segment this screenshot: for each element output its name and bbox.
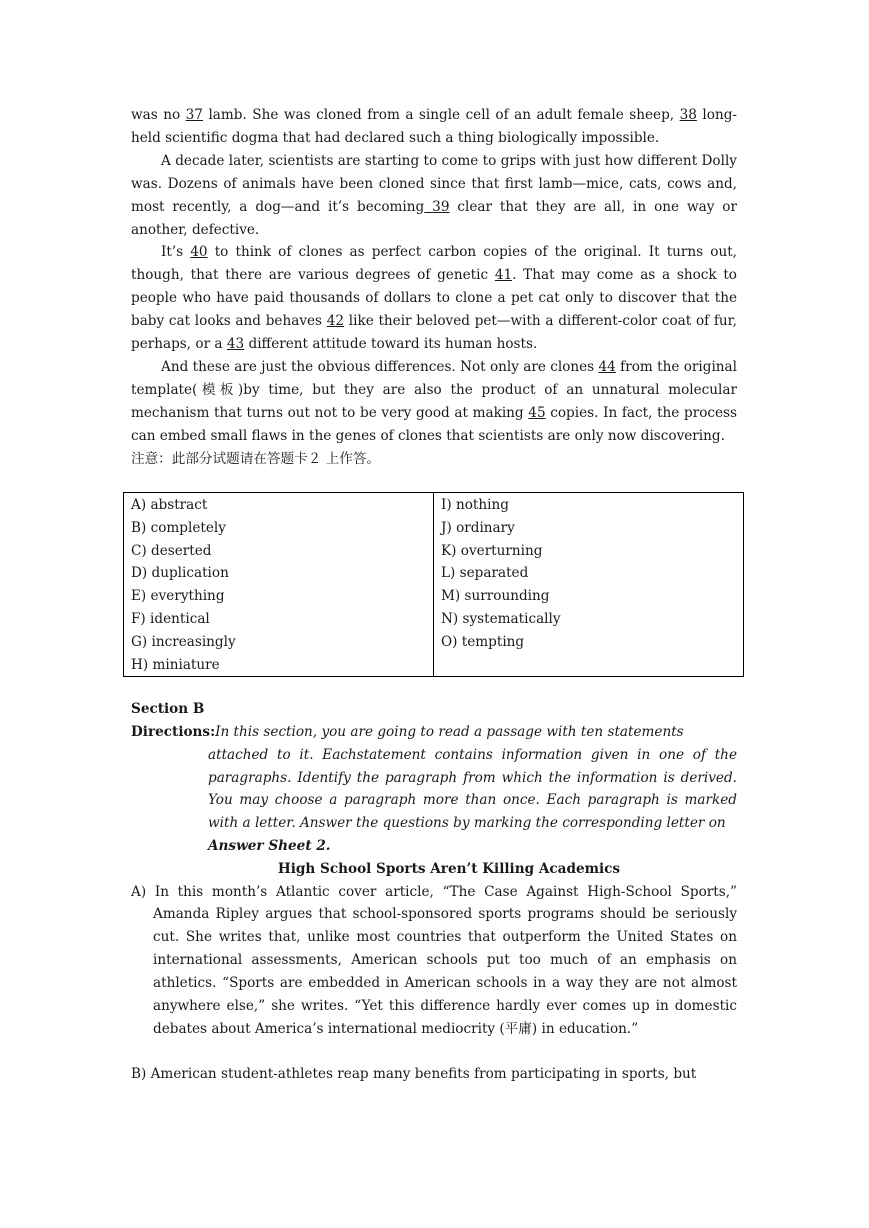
blank-39: 39: [424, 198, 450, 215]
word-bank-left-column: [124, 493, 434, 677]
blank-37: 37: [185, 107, 203, 123]
directions-continued: [131, 744, 737, 858]
word-option: B) completely: [131, 519, 226, 536]
word-option: H) miniature: [131, 656, 220, 673]
section-b: [131, 698, 737, 1086]
word-option: K) overturning: [441, 542, 543, 559]
word-option: F) identical: [131, 610, 210, 627]
directions-label: Directions:: [131, 724, 216, 740]
paragraph-b: B) American student-athletes reap many benefits from participating in sports, but: [131, 1065, 697, 1082]
blank-40: 40: [190, 244, 208, 261]
passage-paragraph-4: And these are just the obvious differences. Not only are clones 44 from the original template(模板)by time, but they are also the product of an unnatural molecular mechanism that turns out not to be very good at making 45 copies. In fact, the process can embed small flaws in the genes of clones that scientists are only now discovering.: [131, 358, 737, 444]
word-option: I) nothing: [441, 497, 509, 513]
word-option: E) everything: [131, 588, 225, 605]
section-b-label: Section B: [131, 701, 205, 717]
word-option: O) tempting: [441, 633, 525, 650]
article-title: High School Sports Aren’t Killing Academics: [277, 860, 621, 877]
blank-41: 41: [494, 267, 513, 284]
passage-paragraph-1: was no 37 lamb. She was cloned from a single cell of an adult female sheep, 38 long-held scientific dogma that had declared such a thing biologically impossible.: [131, 107, 737, 146]
passage-paragraph-3: It’s 40 to think of clones as perfect carbon copies of the original. It turns out, though, that there are various degrees of genetic 41. That may come as a shock to people who have paid thousands of dollars to clone a pet cat only to discover that the baby cat looks and behaves 42 like their beloved pet—with a different-color coat of fur, perhaps, or a 43 different attitude toward its human hosts.: [131, 244, 737, 353]
word-option: L) separated: [441, 565, 529, 582]
word-option: D) duplication: [131, 565, 229, 582]
blank-43: 43: [226, 336, 245, 353]
word-option: G) increasingly: [131, 633, 236, 650]
blank-45: 45: [528, 404, 546, 421]
answer-sheet-note: 注意：此部分试题请在答题卡２ 上作答。: [131, 450, 381, 467]
blank-44: 44: [598, 358, 616, 375]
word-bank-right-column: [434, 493, 744, 677]
paragraph-a: A) In this month’s Atlantic cover article, “The Case Against High-School Sports,” Amanda Ripley argues that school-sponsored sports programs should be seriously cut. She writes that, unlike most countries that outperform the United States on international assessments, American schools put too much of an emphasis on athletics. “Sports are embedded in American schools in a way they are not almost anywhere else,” she writes. “Yet this difference hardly ever comes up in domestic debates about America’s international mediocrity (平庸) in education.”: [131, 883, 737, 1038]
blank-42: 42: [326, 313, 345, 330]
blank-38: 38: [679, 107, 697, 123]
word-option: A) abstract: [131, 497, 208, 513]
answer-sheet-reference: Answer Sheet 2.: [208, 837, 331, 854]
word-option: N) systematically: [441, 610, 561, 627]
word-option: M) surrounding: [441, 588, 550, 605]
passage-paragraph-2: A decade later, scientists are starting to come to grips with just how different Dolly was. Dozens of animals have been cloned since that first lamb—mice, cats, cows and, most recently, a dog—and it’s becoming 39 clear that they are all, in one way or another, defective.: [131, 152, 737, 238]
word-option: C) deserted: [131, 542, 212, 559]
document-page: [131, 104, 737, 1082]
directions: [131, 721, 737, 744]
word-bank-table: [123, 492, 744, 677]
directions-text: attached to it. Eachstatement contains information given in one of the paragraphs. Identify the paragraph from which the information is derived. You may choose a paragraph more than once. Each paragraph is marked with a letter. Answer the questions by marking the corresponding letter on: [208, 746, 737, 832]
directions-first-line: In this section, you are going to read a passage with ten statements: [215, 724, 684, 740]
word-option: J) ordinary: [441, 519, 515, 536]
